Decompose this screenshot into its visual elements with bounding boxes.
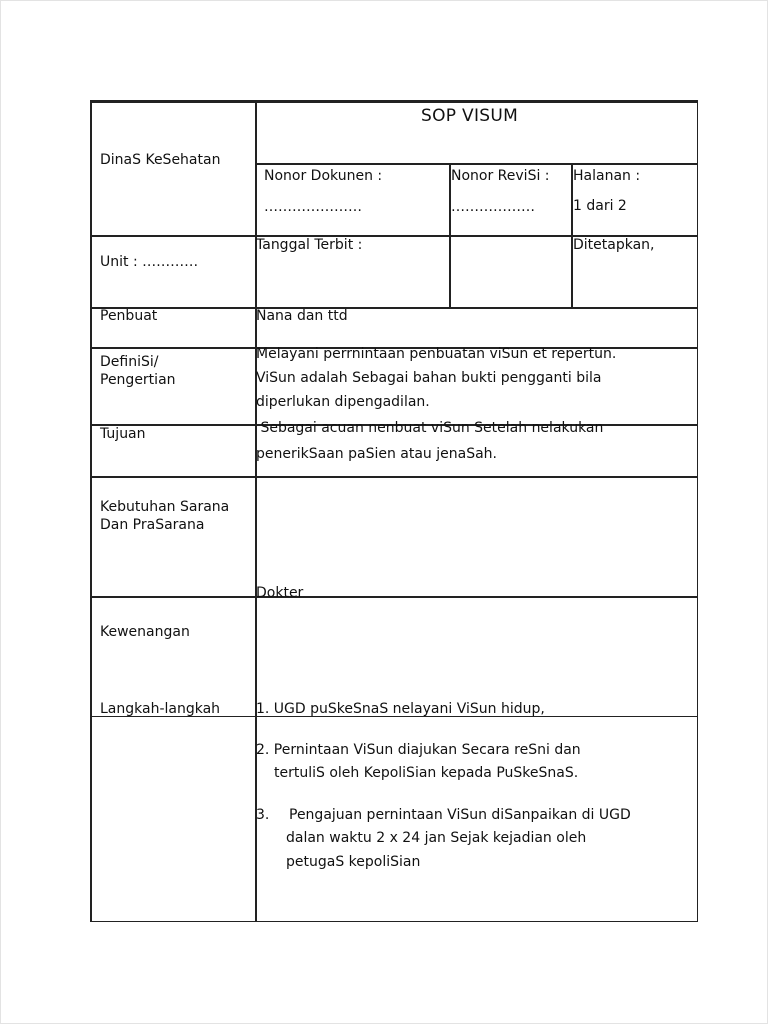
unit-label: Unit : ………… (100, 254, 199, 270)
step-3-line-1: Pengajuan pernintaan ViSun diSanpaikan di UGD (289, 807, 631, 823)
approved-label: Ditetapkan, (573, 237, 655, 253)
label-column-divider (255, 100, 257, 922)
page-label: Halanan : (573, 168, 641, 184)
page-value: 1 dari 2 (573, 198, 627, 214)
revision-label: Nonor ReviSi : (451, 168, 550, 184)
step-2-line-1: 2. Pernintaan ViSun diajukan Secara reSni dan (256, 742, 581, 758)
definition-label-line-1: DefiniSi/ (100, 354, 159, 370)
step-1: 1. UGD puSkeSnaS nelayani ViSun hidup, (256, 701, 545, 717)
step-3-line-2: dalan waktu 2 x 24 jan Sejak kejadian oleh (286, 830, 587, 846)
definition-label-line-2: Pengertian (100, 372, 176, 388)
step-3-line-3: petugaS kepoliSian (286, 854, 421, 870)
table-bottom-border (90, 921, 698, 922)
definition-line-1: Melayani perrnintaan penbuatan viSun et repertun. (256, 346, 617, 362)
header-title-divider (255, 163, 698, 165)
table-top-border (90, 100, 698, 103)
issue-date-label: Tanggal Terbit : (256, 237, 363, 253)
table-left-border (90, 100, 92, 922)
purpose-label: Tujuan (100, 426, 146, 442)
facilities-label-line-1: Kebutuhan Sarana (100, 499, 230, 515)
author-label: Penbuat (100, 308, 158, 324)
purpose-line-2: penerikSaan paSien atau jenaSah. (256, 446, 498, 462)
authority-label: Kewenangan (100, 624, 190, 640)
purpose-line-1: Sebagai acuan nenbuat viSun Setelah nelakukan (256, 420, 604, 436)
step-3-number: 3. (256, 807, 270, 823)
unit-row-divider (90, 307, 698, 309)
author-value: Nana dan ttd (256, 308, 348, 324)
definition-line-3: diperlukan dipengadilan. (256, 394, 430, 410)
purpose-row-divider (90, 476, 698, 478)
facilities-row-divider (90, 596, 698, 598)
doc-number-label: Nonor Dokunen : (264, 168, 383, 184)
table-right-border (697, 100, 698, 922)
document-title: SOP VISUM (421, 106, 519, 126)
definition-line-2: ViSun adalah Sebagai bahan bukti pengganti bila (256, 370, 602, 386)
facilities-value: Dokter (256, 585, 304, 601)
revision-value: ……………… (451, 199, 535, 215)
steps-label: Langkah-langkah (100, 701, 221, 717)
organization-name: DinaS KeSehatan (100, 152, 221, 168)
doc-number-value: ………………… (264, 199, 362, 215)
facilities-label-line-2: Dan PraSarana (100, 517, 205, 533)
step-2-line-2: tertuliS oleh KepoliSian kepada PuSkeSnaS. (274, 765, 579, 781)
